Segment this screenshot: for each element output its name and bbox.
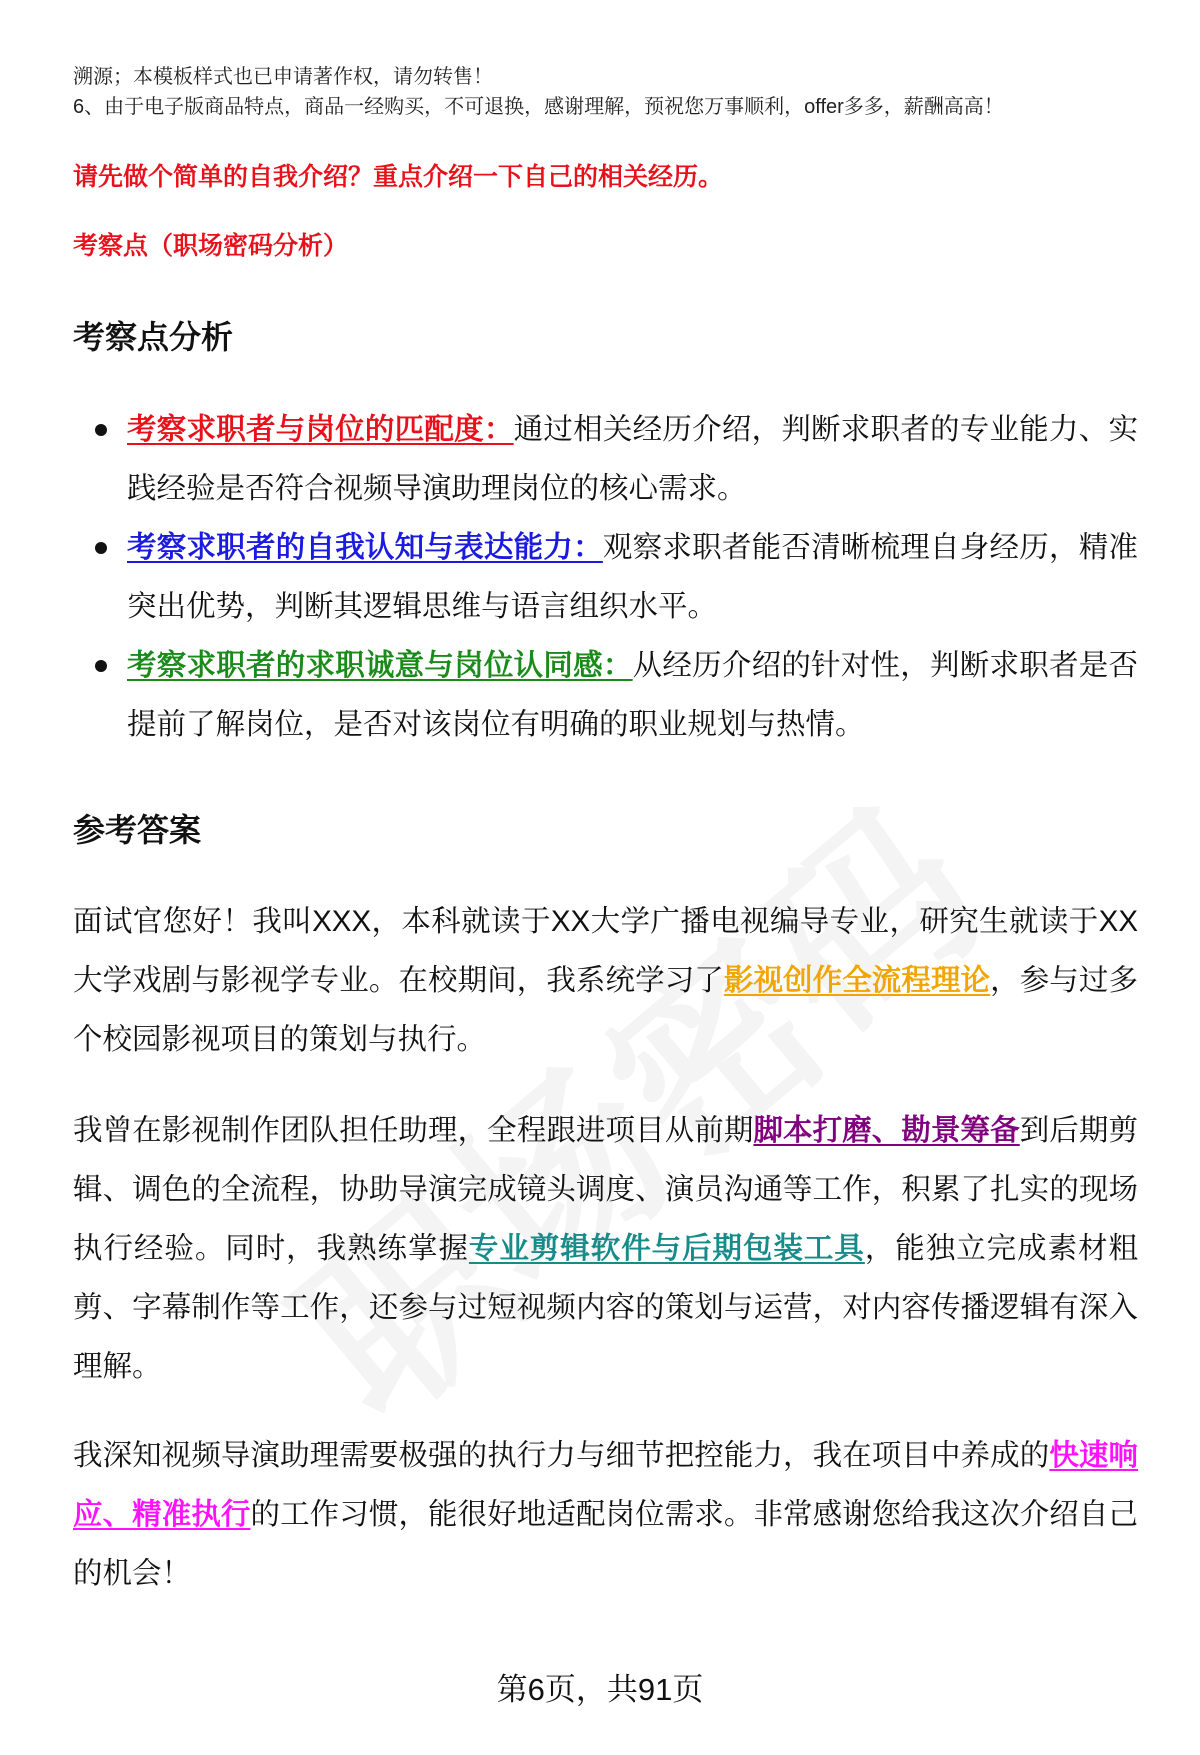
answer-paragraph-1 (73, 892, 1138, 1069)
highlight: 专业剪辑软件与后期包装工具 (468, 1232, 865, 1265)
highlight: 影视创作全流程理论 (723, 964, 991, 997)
analysis-item-text: 从经历介绍的针对性，判断求职者是否提前了解岗位，是否对该岗位有明确的职业规划与热情。 (127, 649, 1138, 741)
notice-line-2: 6、由于电子版商品特点，商品一经购买，不可退换，感谢理解，预祝您万事顺利，offer多多，薪酬高高！ (73, 96, 1004, 118)
text: ，能独立完成素材粗剪、字幕制作等工作，还参与过短视频内容的策划与运营，对内容传播逻辑有深入理解。 (73, 1232, 1138, 1383)
answer-heading: 参考答案 (73, 812, 202, 848)
bullet-icon (95, 424, 107, 436)
text: ，参与过多个校园影视项目的策划与执行。 (73, 964, 1138, 1056)
analysis-item-text: 观察求职者能否清晰梳理自身经历，精准突出优势，判断其逻辑思维与语言组织水平。 (127, 531, 1138, 623)
answer-paragraph-2 (73, 1101, 1138, 1396)
question-title: 请先做个简单的自我介绍？重点介绍一下自己的相关经历。 (73, 163, 724, 191)
analysis-item (73, 518, 1138, 636)
answer-paragraph-3 (73, 1426, 1138, 1603)
text: 面试官您好！我叫XXX，本科就读于XX大学广播电视编导专业，研究生就读于XX大学戏剧与影视学专业。在校期间，我系统学习了 (73, 905, 1138, 997)
text: 我深知视频导演助理需要极强的执行力与细节把控能力，我在项目中养成的 (73, 1439, 1050, 1472)
notice-line-1: 溯源；本模板样式也已申请著作权，请勿转售！ (73, 66, 493, 88)
highlight: 脚本打磨、勘景筹备 (753, 1114, 1020, 1147)
bullet-icon (95, 660, 107, 672)
bullet-icon (95, 542, 107, 554)
analysis-heading: 考察点分析 (73, 319, 234, 355)
analysis-item-text: 通过相关经历介绍，判断求职者的专业能力、实践经验是否符合视频导演助理岗位的核心需求。 (127, 413, 1138, 505)
analysis-item-label: 考察求职者与岗位的匹配度： (127, 413, 514, 446)
text: 到后期剪辑、调色的全流程，协助导演完成镜头调度、演员沟通等工作，积累了扎实的现场执行经验。同时，我熟练掌握 (73, 1114, 1138, 1265)
exam-point-title: 考察点（职场密码分析） (73, 232, 349, 260)
analysis-item-label: 考察求职者的求职诚意与岗位认同感： (127, 649, 633, 682)
text: 的工作习惯，能很好地适配岗位需求。非常感谢您给我这次介绍自己的机会！ (73, 1498, 1138, 1590)
page-number: 第6页，共91页 (496, 1672, 704, 1707)
analysis-item-label: 考察求职者的自我认知与表达能力： (127, 531, 603, 564)
text: 我曾在影视制作团队担任助理，全程跟进项目从前期 (73, 1114, 754, 1147)
analysis-list (73, 400, 1138, 754)
analysis-item (73, 636, 1138, 754)
analysis-item (73, 400, 1138, 518)
highlight: 快速响应、精准执行 (73, 1439, 1138, 1531)
